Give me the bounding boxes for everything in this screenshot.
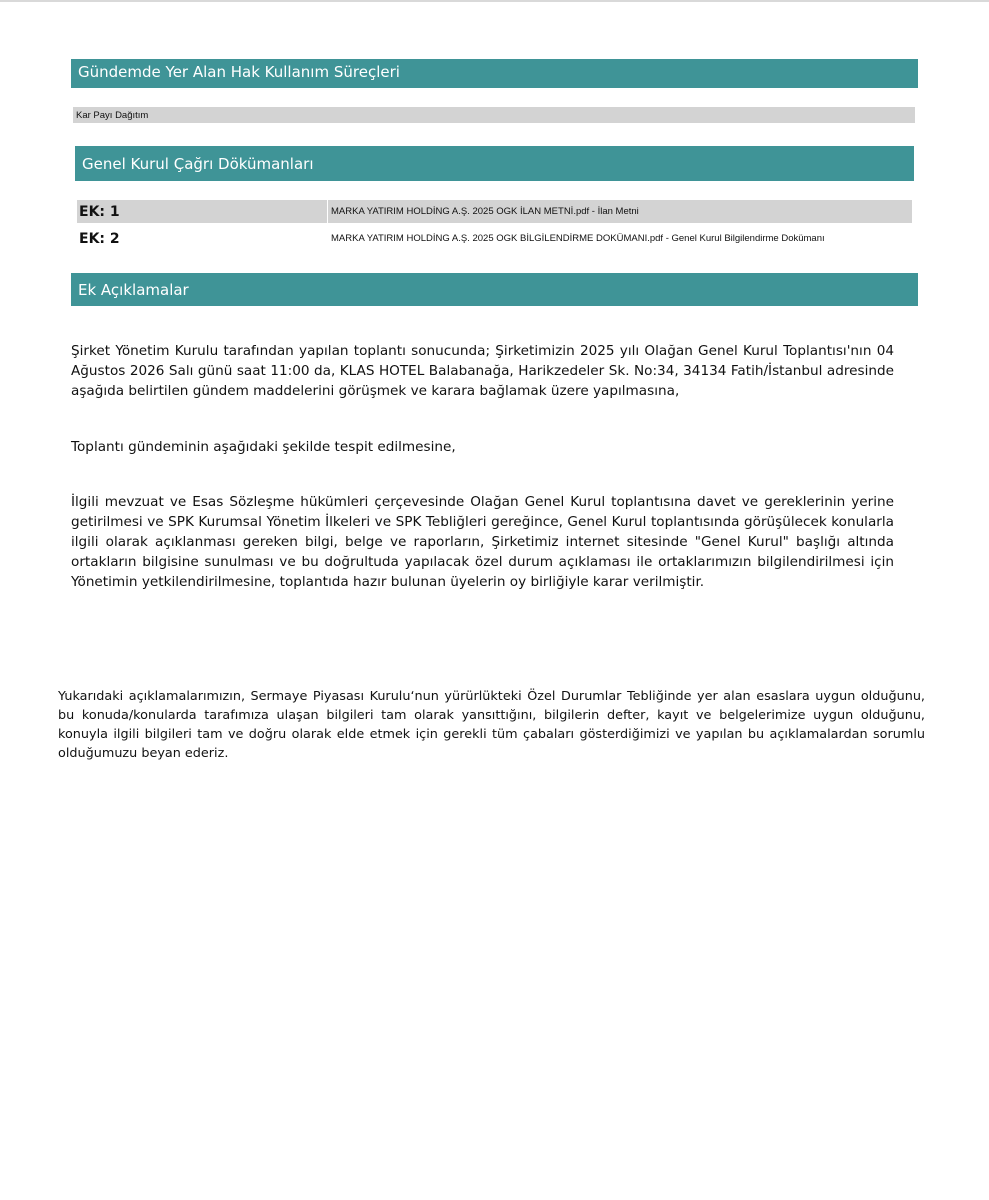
rights-item-label: Kar Payı Dağıtım	[76, 109, 149, 121]
additional-section-title: Ek Açıklamalar	[78, 280, 189, 299]
attachment-1-label: EK: 1	[77, 200, 327, 223]
documents-section-header	[75, 146, 914, 181]
disclaimer-text: Yukarıdaki açıklamalarımızın, Sermaye Piyasası Kurulu‘nun yürürlükteki Özel Durumlar Tebliğinde yer alan esaslara uygun olduğunu, bu konuda/konularda tarafımıza ulaşan bilgileri tam olarak yansıttığını, bilgilerin defter, kayıt ve belgelerimize uygun olduğunu, konuyla ilgili bilgileri tam ve doğru olarak elde etmek için gerekli tüm çabaları gösterdiğimizi ve yapılan bu açıklamalardan sorumlu olduğumuzu beyan ederiz.	[58, 689, 925, 761]
statement-paragraph: İlgili mevzuat ve Esas Sözleşme hükümleri çerçevesinde Olağan Genel Kurul toplantısına davet ve gereklerinin yerine getirilmesi ve SPK Kurumsal Yönetim İlkeleri ve SPK Tebliğleri gereğince, Genel Kurul toplantısında görüşülecek konularla ilgili olarak açıklanması gereken bilgi, belge ve raporların, Şirketimiz internet sitesinde "Genel Kurul" başlığı altında ortakların bilgisine sunulması ve bu doğrultuda yapılacak özel durum açıklaması ile ortaklarımızın bilgilendirilmesi için Yönetimin yetkilendirilmesine, toplantıda hazır bulunan üyelerin oy birliğiyle karar verilmiştir.	[71, 494, 894, 590]
documents-section-title: Genel Kurul Çağrı Dökümanları	[82, 154, 314, 173]
rights-section-header	[71, 59, 918, 88]
statement-paragraph: Toplantı gündeminin aşağıdaki şekilde tespit edilmesine,	[71, 439, 456, 455]
attachment-1-link[interactable]: MARKA YATIRIM HOLDİNG A.Ş. 2025 OGK İLAN METNİ.pdf - İlan Metni	[331, 206, 639, 217]
rights-item-row	[73, 107, 915, 123]
statement-paragraph: Şirket Yönetim Kurulu tarafından yapılan toplantı sonucunda; Şirketimizin 2025 yılı Olağan Genel Kurul Toplantısı'nın 04 Ağustos 2026 Salı günü saat 11:00 da, KLAS HOTEL Balabanağa, Harikzedeler Sk. No:34, 34134 Fatih/İstanbul adresinde aşağıda belirtilen gündem maddelerini görüşmek ve karara bağlamak üzere yapılmasına,	[71, 343, 894, 399]
attachment-2-cell	[328, 227, 912, 250]
attachment-2-link[interactable]: MARKA YATIRIM HOLDİNG A.Ş. 2025 OGK BİLGİLENDİRME DOKÜMANI.pdf - Genel Kurul Bilgilendirme Dokümanı	[331, 233, 825, 244]
additional-section-header	[71, 273, 918, 306]
attachment-2-label: EK: 2	[79, 230, 120, 247]
attachment-1-cell	[328, 200, 912, 223]
top-divider	[0, 0, 989, 2]
rights-section-title: Gündemde Yer Alan Hak Kullanım Süreçleri	[78, 63, 400, 81]
